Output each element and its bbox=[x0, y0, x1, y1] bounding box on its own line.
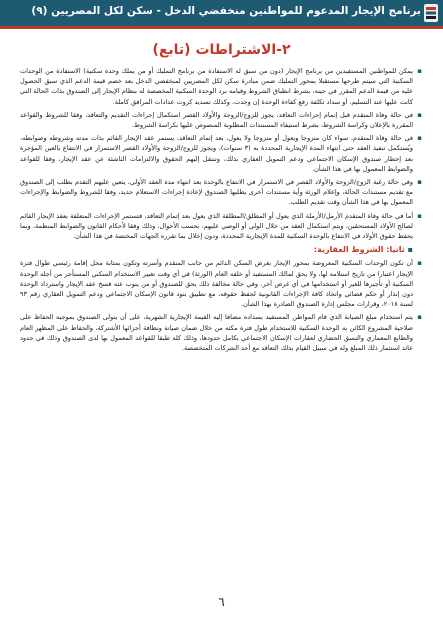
content-body bbox=[20, 66, 422, 356]
bullet-icon: ▪ bbox=[417, 259, 422, 268]
subheading bbox=[20, 245, 422, 255]
bullet-icon: ▪ bbox=[417, 211, 422, 220]
paragraph bbox=[20, 211, 422, 242]
paragraph-text: أن تكون الوحدات السكنية المعروضة بمحور الإيجار بغرض السكن الدائم من جانب المتقدم وأسرته وتكون بمثابة محل إقامة رئيسي طوال فترة الإيجار اعتبارا من تاريخ استلامه لها، ولا يحق لمالك المستفيد أو خلفه العام (الورثة) في أي وقت تغيير الاستخدام السكني المستأجر من أجله الوحدة السكنية أو تأجيرها للغير أو استخدامها في أي غرض آخر، وفي حالة مخالفة ذلك يحق للصندوق أو من ينوب عنه فسخ عقد الإيجار واسترداد الوحدة دون إنذار أو حكم قضائي واتخاذ كافة الإجراءات القانونية لحفظ حقوقه، مع تطبيق بنود قانون الإسكان الاجتماعي ودعم التمويل العقاري رقم ٩٣ لسنة ٢٠١٨، وقرارات مجلس إدارة الصندوق الصادرة بهذا الشأن. bbox=[20, 259, 413, 309]
paragraph bbox=[20, 110, 422, 130]
bullet-icon: ▪ bbox=[417, 313, 422, 322]
paragraph-text: يتم استخدام مبلغ الصيانة الذي قام المواطن المستفيد بسداده مضافا إليه القيمة الإيجارية الشهرية، على أن يتولى الصندوق بموجبه الحفاظ على صلاحية المشروع الكائن به الوحدة السكنية للاستخدام طول فترة مكثه من خلال ضمان صيانة ونظافة أجزائها الأشتركة، والحفاظ على المظهر العام والطابع المعماري والنسق الحضاري لعقارات الإسكان الاجتماعي بكامل حدودها، وذلك كله طبقا للقواعد المعمول بها لدى الصندوق وذلك في حدود عائد استثمار ذلك المبلغ وله في سبيل القيام بذلك التعاقد مع أحد الشركات المتخصصة. bbox=[20, 313, 413, 353]
bullet-icon: ▪ bbox=[417, 110, 422, 119]
bullet-icon: ▪ bbox=[417, 67, 422, 75]
bullet-icon: ▪ bbox=[417, 178, 422, 187]
section-title: ٢-الاشتراطات (تابع) bbox=[152, 42, 291, 58]
paragraph-text: يمكن للمواطنين المستفيدين من برنامج الإيجار (دون من سبق له الاستفادة من برنامج التمليك أو من يملك وحدة سكنية) الاستفادة من الوحدات السكنية التي سيتم طرحها مستقبلا بمحور التمليك ضمن مبادرة سكن لكل المصريين لمنخفضي الدخل بعد خصم قيمة الدعم الذي سبق الحصول عليه من قيمة الدعم المقرر في حينه، بشرط انطباق الشروط وقيامه برد الوحدة السكنية المخصصة له بنظام الإيجار إلى الصندوق بذات الحالة التي كانت عليها عند التسليم، أو سداد تكلفة رفع كفاءة الوحدة إن وجدت، وكذلك تسديد كروت عدادات المرافق كاملة. bbox=[20, 67, 413, 106]
page-number: ٦ bbox=[218, 595, 225, 609]
subheading-text: ثانيا: الشروط العقارية: bbox=[313, 245, 405, 255]
paragraph bbox=[20, 66, 422, 107]
logo-icon bbox=[423, 3, 439, 23]
paragraph-text: في حالة وفاة المتقدم قبل إتمام إجراءات التعاقد، يجوز للزوج/الزوجة والأولاد القصر استكمال إجراءات التقديم والتعاقد، وفقا للشروط والقواعد المقررة بالإعلان وكراسة الشروط، بشرط استيفاء المستندات المطلوبة المنصوص عليها بكراسة الشروط. bbox=[20, 110, 413, 130]
paragraph-text: أما في حالة وفاة المتقدم الأرمل/الأرملة الذي يعول أو المطلق/المطلقة الذي يعول بعد إتمام التعاقد، فتستمر الإجراءات المتعلقة بعقد الإيجار القائم لصالح الأولاد المستحقين، ويتم استكمال العقد من خلال الولي أو الوصي عليهم، بحسب الأحوال، وذلك وفقا لأحكام القانون والضوابط المنظمة، وبما يحفظ حقوق الأولاد في الانتفاع بالوحدة السكنية للمدة الإيجارية المحددة، ودون إخلال بما تقرره الجهات المختصة في هذا الشأن. bbox=[20, 211, 413, 241]
paragraph bbox=[20, 133, 422, 174]
paragraph bbox=[20, 312, 422, 353]
paragraph bbox=[20, 258, 422, 309]
paragraph-text: وفي حالة رغبة الزوج/الزوجة والأولاد القصر في الاستمرار في الانتفاع بالوحدة بعد انتهاء مدة العقد الأولى، يتعين عليهم التقدم بطلب إلى الصندوق مع تقديم مستندات الحالة، وإعلام الورثة وأية مستندات أخرى يطلبها الصندوق لإعادة إجراءات الاستعلام حديد، وفقا للشروط والضوابط والإجراءات المعمول بها في هذا الشأن وقت تقديم الطلب. bbox=[20, 178, 413, 207]
paragraph bbox=[20, 177, 422, 208]
bullet-icon: ▪ bbox=[404, 245, 413, 255]
bullet-icon: ▪ bbox=[417, 134, 422, 143]
header-title: برنامج الإيجار المدعوم للمواطنين منخفضي الدخل - سكن لكل المصريين (٩) bbox=[31, 5, 421, 17]
header-bar bbox=[0, 0, 443, 26]
paragraph-text: في حالة وفاة المتقدم، سواء كان متزوجا ويعول أو متزوجا ولا يعول، بعد إتمام التعاقد، يستمر عقد الإيجار القائم بذات مدته وشروطه وضوابطه، ويُستكمل تنفيذ العقد حتى انتهاء المدة الإيجارية المحددة به (٣ سنوات)، ويجوز للزوج/الزوجة والأولاد القصر الاستمرار في الانتفاع بالعين المؤجرة بعد إخطار صندوق الإسكان الاجتماعي ودعم التمويل العقاري بذلك، وتنتقل إليهم الحقوق والالتزامات الناشئة عن عقد الإيجار، وفقا للقواعد والضوابط المعمول بها في هذا الشأن. bbox=[20, 134, 413, 173]
header-stripe bbox=[0, 26, 443, 29]
